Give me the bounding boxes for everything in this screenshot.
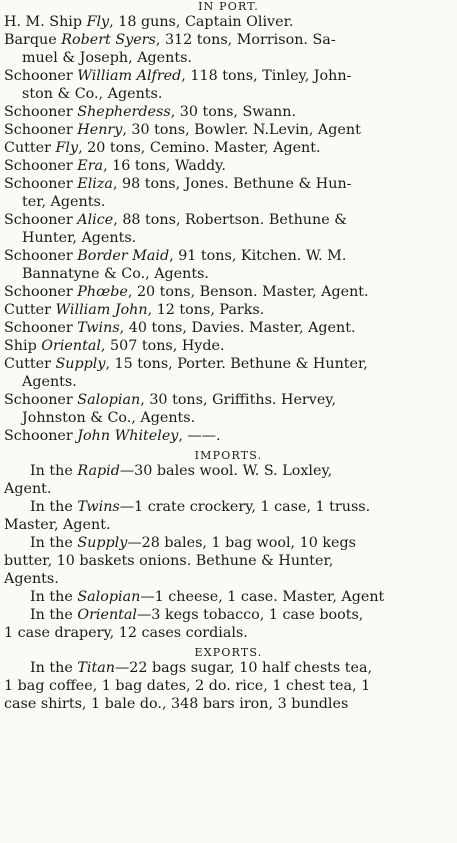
line-text: , 312 tons, Morrison. Sa- xyxy=(155,32,336,48)
text-line xyxy=(4,193,457,211)
line-prefix: In the xyxy=(30,499,78,515)
vessel-name: Twins xyxy=(77,499,120,515)
line-text: , 18 guns, Captain Oliver. xyxy=(109,14,294,30)
line-prefix: Schooner xyxy=(4,176,78,192)
text-line xyxy=(4,211,457,229)
line-text: —28 bales, 1 bag wool, 10 kegs xyxy=(127,535,356,551)
text-line xyxy=(4,498,457,516)
line-prefix: Schooner xyxy=(4,284,78,300)
line-text: —30 bales wool. W. S. Loxley, xyxy=(119,463,333,479)
line-text: —3 kegs tobacco, 1 case boots, xyxy=(137,607,364,623)
line-prefix: Cutter xyxy=(4,356,56,372)
vessel-name: Salopian xyxy=(77,589,141,605)
line-prefix: Barque xyxy=(4,32,62,48)
vessel-name: Salopian xyxy=(77,392,141,408)
text-line xyxy=(4,319,457,337)
line-text: Master, Agent. xyxy=(4,517,111,533)
line-text: , ——. xyxy=(178,428,221,444)
line-text: , 88 tons, Robertson. Bethune & xyxy=(113,212,347,228)
vessel-name: Eliza xyxy=(77,176,113,192)
line-text: Johnston & Co., Agents. xyxy=(22,410,196,426)
text-line xyxy=(4,606,457,624)
text-line xyxy=(4,624,457,642)
section-heading: EXPORTS. xyxy=(194,646,263,659)
vessel-name: Border Maid xyxy=(77,248,170,264)
vessel-name: Shepherdess xyxy=(77,104,171,120)
line-text: Hunter, Agents. xyxy=(22,230,137,246)
line-prefix: Schooner xyxy=(4,68,78,84)
vessel-name: William Alfred xyxy=(77,68,182,84)
line-prefix: Schooner xyxy=(4,158,78,174)
line-text: ter, Agents. xyxy=(22,194,106,210)
vessel-name: Fly xyxy=(86,14,110,30)
line-text: Bannatyne & Co., Agents. xyxy=(22,266,209,282)
line-prefix: In the xyxy=(30,535,78,551)
line-text: , 507 tons, Hyde. xyxy=(100,338,225,354)
line-prefix: In the xyxy=(30,660,78,676)
text-line xyxy=(4,139,457,157)
text-line xyxy=(4,157,457,175)
text-line xyxy=(4,427,457,445)
text-line xyxy=(4,462,457,480)
line-text: , 30 tons, Bowler. N.Levin, Agent xyxy=(122,122,361,138)
vessel-name: Oriental xyxy=(77,607,137,623)
text-line xyxy=(4,229,457,247)
line-prefix: Schooner xyxy=(4,122,78,138)
line-text: case shirts, 1 bale do., 348 bars iron, 3 bundles xyxy=(4,696,349,712)
vessel-name: Era xyxy=(77,158,104,174)
text-line xyxy=(4,677,457,695)
section-heading: IMPORTS. xyxy=(194,449,263,462)
line-text: , 30 tons, Griffiths. Hervey, xyxy=(140,392,337,408)
text-line xyxy=(4,355,457,373)
line-text: —1 cheese, 1 case. Master, Agent xyxy=(140,589,385,605)
line-prefix: Schooner xyxy=(4,392,78,408)
text-line xyxy=(4,588,457,606)
line-text: , 20 tons, Benson. Master, Agent. xyxy=(127,284,369,300)
line-text: , 15 tons, Porter. Bethune & Hunter, xyxy=(105,356,368,372)
line-text: muel & Joseph, Agents. xyxy=(22,50,192,66)
vessel-name: Twins xyxy=(77,320,120,336)
vessel-name: Robert Syers xyxy=(61,32,156,48)
vessel-name: Supply xyxy=(55,356,106,372)
line-text: 1 case drapery, 12 cases cordials. xyxy=(4,625,248,641)
text-line xyxy=(4,121,457,139)
line-prefix: Ship xyxy=(4,338,42,354)
text-line xyxy=(4,534,457,552)
vessel-name: William John xyxy=(55,302,148,318)
text-line xyxy=(4,409,457,427)
line-text: butter, 10 baskets onions. Bethune & Hunter, xyxy=(4,553,334,569)
section-heading: IN PORT. xyxy=(198,0,259,13)
vessel-name: Rapid xyxy=(77,463,120,479)
text-line xyxy=(4,480,457,498)
text-line xyxy=(4,570,457,588)
line-text: , 40 tons, Davies. Master, Agent. xyxy=(119,320,356,336)
text-line xyxy=(4,85,457,103)
line-prefix: Schooner xyxy=(4,320,78,336)
text-line xyxy=(4,103,457,121)
text-line xyxy=(4,391,457,409)
text-line xyxy=(4,265,457,283)
vessel-name: Titan xyxy=(77,660,115,676)
text-line xyxy=(4,247,457,265)
line-prefix: Schooner xyxy=(4,212,78,228)
text-line xyxy=(4,301,457,319)
text-line xyxy=(4,175,457,193)
line-prefix: Cutter xyxy=(4,302,56,318)
line-prefix: In the xyxy=(30,463,78,479)
vessel-name: Fly xyxy=(55,140,79,156)
text-line xyxy=(4,13,457,31)
line-prefix: In the xyxy=(30,589,78,605)
vessel-name: Phœbe xyxy=(77,284,128,300)
vessel-name: Henry xyxy=(77,122,123,138)
text-line xyxy=(4,373,457,391)
line-text: Agents. xyxy=(22,374,77,390)
line-text: , 91 tons, Kitchen. W. M. xyxy=(169,248,347,264)
text-line xyxy=(4,516,457,534)
line-text: —22 bags sugar, 10 half chests tea, xyxy=(114,660,373,676)
line-text: , 98 tons, Jones. Bethune & Hun- xyxy=(112,176,352,192)
line-text: , 118 tons, Tinley, John- xyxy=(181,68,352,84)
line-prefix: In the xyxy=(30,607,78,623)
line-text: , 20 tons, Cemino. Master, Agent. xyxy=(78,140,321,156)
line-text: Agent. xyxy=(4,481,52,497)
line-text: , 30 tons, Swann. xyxy=(170,104,297,120)
line-prefix: H. M. Ship xyxy=(4,14,87,30)
text-line xyxy=(4,31,457,49)
line-prefix: Schooner xyxy=(4,428,78,444)
text-line xyxy=(4,695,457,713)
text-line xyxy=(4,337,457,355)
text-line xyxy=(4,67,457,85)
vessel-name: Alice xyxy=(77,212,114,228)
vessel-name: Supply xyxy=(77,535,128,551)
text-line xyxy=(4,283,457,301)
line-text: —1 crate crockery, 1 case, 1 truss. xyxy=(119,499,371,515)
line-text: Agents. xyxy=(4,571,59,587)
text-line xyxy=(4,49,457,67)
line-text: , 16 tons, Waddy. xyxy=(103,158,226,174)
line-prefix: Cutter xyxy=(4,140,56,156)
line-text: , 12 tons, Parks. xyxy=(147,302,265,318)
line-text: ston & Co., Agents. xyxy=(22,86,163,102)
line-prefix: Schooner xyxy=(4,104,78,120)
vessel-name: Oriental xyxy=(41,338,101,354)
line-text: 1 bag coffee, 1 bag dates, 2 do. rice, 1 chest tea, 1 xyxy=(4,678,371,694)
text-line xyxy=(4,552,457,570)
vessel-name: John Whiteley xyxy=(77,428,179,444)
line-prefix: Schooner xyxy=(4,248,78,264)
text-line xyxy=(4,659,457,677)
